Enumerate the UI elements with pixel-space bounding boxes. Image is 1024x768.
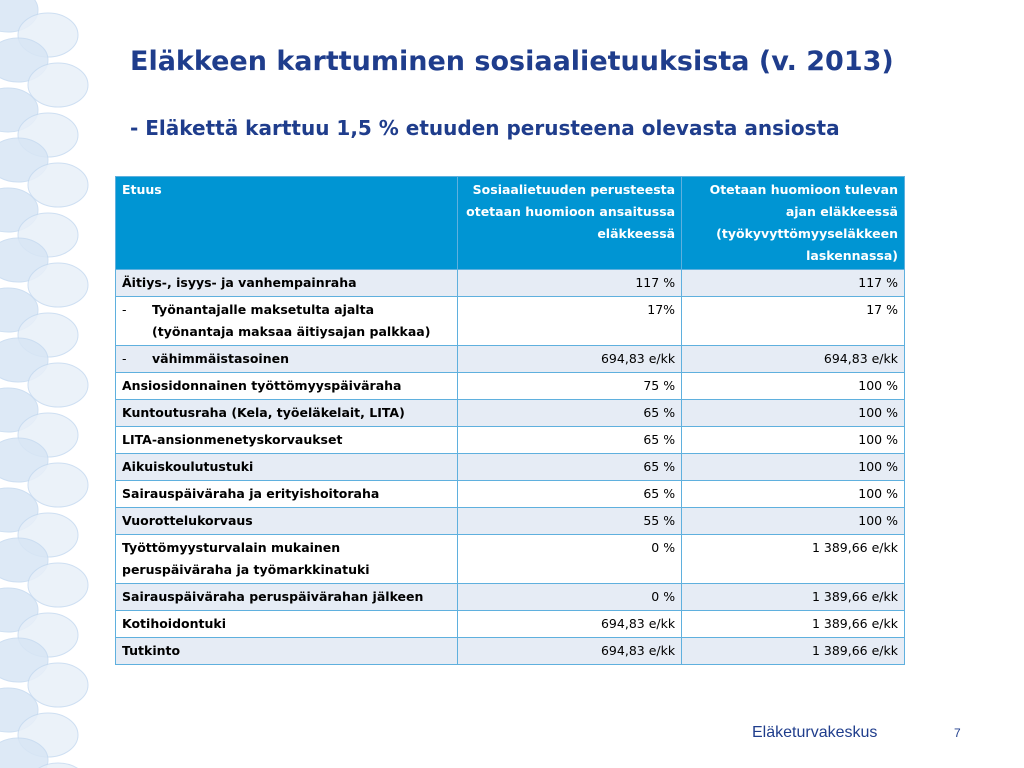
earned-pension-value: 17% <box>458 297 682 346</box>
row-label: vähimmäistasoinen <box>152 351 289 366</box>
future-period-value: 1 389,66 e/kk <box>682 584 905 611</box>
table-row <box>116 611 905 638</box>
row-label: Kotihoidontuki <box>122 616 226 631</box>
future-period-value: 100 % <box>682 454 905 481</box>
earned-pension-value: 0 % <box>458 535 682 584</box>
earned-pension-value: 694,83 e/kk <box>458 611 682 638</box>
row-label: Kuntoutusraha (Kela, työeläkelait, LITA) <box>122 405 405 420</box>
row-label-cell <box>116 508 458 535</box>
earned-pension-value: 65 % <box>458 454 682 481</box>
header-future-period-text: Otetaan huomioon tulevan ajan eläkkeessä (työkyvyttömyyseläkkeen laskennassa) <box>709 182 898 263</box>
slide-title: Eläkkeen karttuminen sosiaalietuuksista (v. 2013) <box>130 46 894 77</box>
row-label-cell <box>116 481 458 508</box>
table-row <box>116 584 905 611</box>
earned-pension-value: 65 % <box>458 400 682 427</box>
future-period-value: 100 % <box>682 373 905 400</box>
future-period-value: 1 389,66 e/kk <box>682 638 905 665</box>
slide-subtitle: - Eläkettä karttuu 1,5 % etuuden perusteena olevasta ansiosta <box>130 116 840 140</box>
future-period-value: 694,83 e/kk <box>682 346 905 373</box>
row-label-cell <box>116 373 458 400</box>
row-label-cell <box>116 297 458 346</box>
future-period-value: 1 389,66 e/kk <box>682 611 905 638</box>
page-number: 7 <box>954 726 961 740</box>
header-earned-pension <box>458 177 682 270</box>
earned-pension-value: 75 % <box>458 373 682 400</box>
earned-pension-value: 694,83 e/kk <box>458 346 682 373</box>
future-period-value: 100 % <box>682 508 905 535</box>
table-row <box>116 535 905 584</box>
earned-pension-value: 65 % <box>458 427 682 454</box>
table-row <box>116 346 905 373</box>
table-row <box>116 373 905 400</box>
row-label-cell <box>116 535 458 584</box>
table-row <box>116 481 905 508</box>
benefits-table <box>115 176 905 665</box>
future-period-value: 1 389,66 e/kk <box>682 535 905 584</box>
earned-pension-value: 55 % <box>458 508 682 535</box>
header-future-period <box>682 177 905 270</box>
future-period-value: 100 % <box>682 400 905 427</box>
header-etuus: Etuus <box>116 177 458 270</box>
row-label-cell <box>116 638 458 665</box>
row-label: Sairauspäiväraha ja erityishoitoraha <box>122 486 380 501</box>
row-label-cell <box>116 454 458 481</box>
row-label: Tutkinto <box>122 643 181 658</box>
row-label-cell <box>116 400 458 427</box>
row-label: Sairauspäiväraha peruspäivärahan jälkeen <box>122 589 424 604</box>
row-label: Aikuiskoulutustuki <box>122 459 254 474</box>
table-header-row <box>116 177 905 270</box>
decorative-circles-border <box>0 0 92 768</box>
future-period-value: 117 % <box>682 270 905 297</box>
future-period-value: 100 % <box>682 481 905 508</box>
row-label: Työnantajalle maksetulta ajalta (työnantaja maksaa äitiysajan palkkaa) <box>152 302 431 339</box>
row-label-cell <box>116 346 458 373</box>
table-row <box>116 270 905 297</box>
table-row <box>116 427 905 454</box>
future-period-value: 100 % <box>682 427 905 454</box>
row-label-cell <box>116 427 458 454</box>
table-row <box>116 508 905 535</box>
row-label-cell <box>116 611 458 638</box>
row-label-cell <box>116 270 458 297</box>
table-row <box>116 454 905 481</box>
table-row <box>116 297 905 346</box>
header-earned-pension-text: Sosiaalietuuden perusteesta otetaan huomioon ansaitussa eläkkeessä <box>466 182 676 241</box>
row-label: Vuorottelukorvaus <box>122 513 253 528</box>
earned-pension-value: 694,83 e/kk <box>458 638 682 665</box>
row-label: Työttömyysturvalain mukainen peruspäiväraha ja työmarkkinatuki <box>122 540 370 577</box>
earned-pension-value: 0 % <box>458 584 682 611</box>
row-label: LITA-ansionmenetyskorvaukset <box>122 432 343 447</box>
row-label: Ansiosidonnainen työttömyyspäiväraha <box>122 378 402 393</box>
table-row <box>116 400 905 427</box>
earned-pension-value: 65 % <box>458 481 682 508</box>
sub-item-dash: - <box>122 351 127 366</box>
earned-pension-value: 117 % <box>458 270 682 297</box>
row-label-cell <box>116 584 458 611</box>
sub-item-dash: - <box>122 302 127 317</box>
footer-organization: Eläketurvakeskus <box>752 724 878 741</box>
table-row <box>116 638 905 665</box>
future-period-value: 17 % <box>682 297 905 346</box>
row-label: Äitiys-, isyys- ja vanhempainraha <box>122 275 357 290</box>
